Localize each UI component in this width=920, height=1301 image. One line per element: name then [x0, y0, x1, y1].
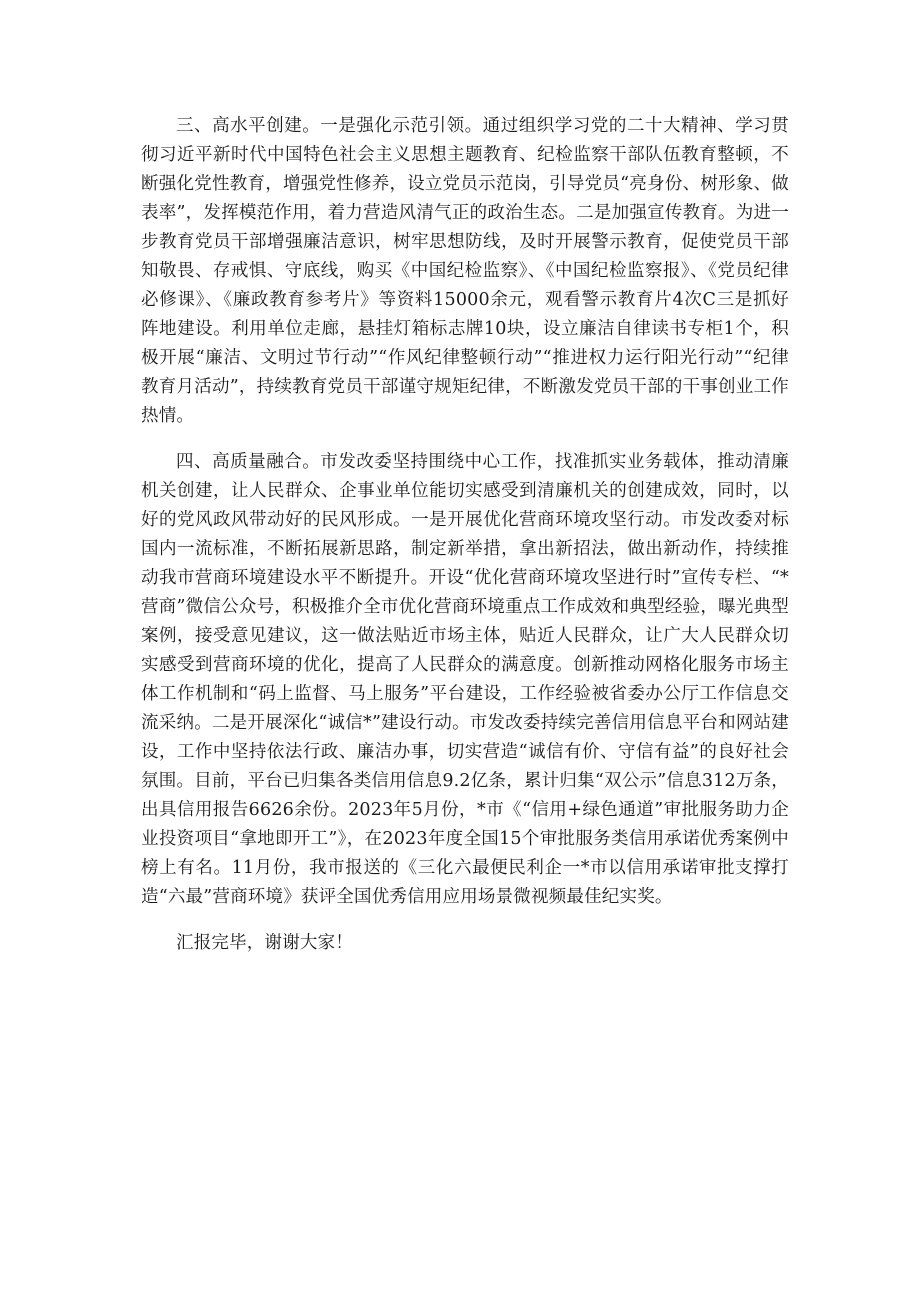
- paragraph-closing: 汇报完毕，谢谢大家！: [176, 933, 353, 953]
- document-body: [141, 112, 789, 975]
- paragraph-high-level-creation: 三、高水平创建。一是强化示范引领。通过组织学习党的二十大精神、学习贯彻习近平新时代中国特色社会主义思想主题教育、纪检监察干部队伍教育整顿，不断强化党性教育，增强党性修养，设立党员示范岗，引导党员“亮身份、树形象、做表率”，发挥模范作用，着力营造风清气正的政治生态。二是加强宣传教育。为进一步教育党员干部增强廉洁意识，树牢思想防线，及时开展警示教育，促使党员干部知敬畏、存戒惧、守底线，购买《中国纪检监察》、《中国纪检监察报》、《党员纪律必修课》、《廉政教育参考片》等资料15000余元，观看警示教育片4次C三是抓好阵地建设。利用单位走廊，悬挂灯箱标志牌10块，设立廉洁自律读书专柜1个，积极开展“廉洁、文明过节行动”“作风纪律整顿行动”“推进权力运行阳光行动”“纪律教育月活动”，持续教育党员干部谨守规矩纪律，不断激发党员干部的干事创业工作热情。: [141, 116, 789, 426]
- paragraph-high-quality-integration: 四、高质量融合。市发改委坚持围绕中心工作，找准抓实业务载体，推动清廉机关创建，让人民群众、企事业单位能切实感受到清廉机关的创建成效，同时，以好的党风政风带动好的民风形成。一是开展优化营商环境攻坚行动。市发改委对标国内一流标准，不断拓展新思路，制定新举措，拿出新招法，做出新动作，持续推动我市营商环境建设水平不断提升。开设“优化营商环境攻坚进行时”宣传专栏、“*营商”微信公众号，积极推介全市优化营商环境重点工作成效和典型经验，曝光典型案例，接受意见建议，这一做法贴近市场主体，贴近人民群众，让广大人民群众切实感受到营商环境的优化，提高了人民群众的满意度。创新推动网格化服务市场主体工作机制和“码上监督、马上服务”平台建设，工作经验被省委办公厅工作信息交流采纳。二是开展深化“诚信*”建设行动。市发改委持续完善信用信息平台和网站建设，工作中坚持依法行政、廉洁办事，切实营造“诚信有价、守信有益”的良好社会氛围。目前，平台已归集各类信用信息9.2亿条，累计归集“双公示”信息312万条，出具信用报告6626余份。2023年5月份，*市《“信用+绿色通道”审批服务助力企业投资项目“拿地即开工”》，在2023年度全国15个审批服务类信用承诺优秀案例中榜上有名。11月份，我市报送的《三化六最便民利企一*市以信用承诺审批支撑打造“六最”营商环境》获评全国优秀信用应用场景微视频最佳纪实奖。: [141, 452, 789, 907]
